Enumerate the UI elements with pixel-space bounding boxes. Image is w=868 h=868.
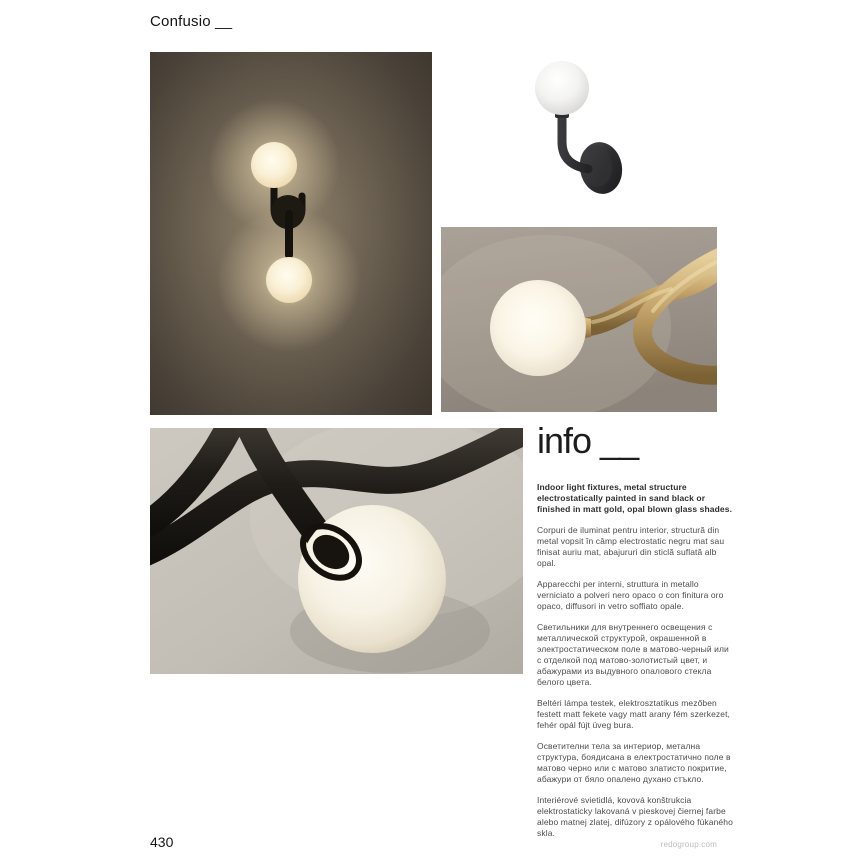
product-illustration [495,56,695,214]
product-image [495,56,695,214]
gold-detail-illustration [441,227,717,412]
info-paragraph-romanian: Corpuri de iluminat pentru interior, structură din metal vopsit în câmp electrostatic negru mat sau finisat auriu mat, abajururi din sticlă suflată alb opal. [537,525,725,568]
page-title: Confusio __ [150,13,233,30]
opal-sphere [535,61,589,115]
opal-sphere-upper [251,142,297,188]
hero-image [150,52,432,415]
info-paragraph-bulgarian: Осветителни тела за интериор, метална структура, боядисана в електростатично поле в матово черно или с матово златисто покритие, абажури от бяло опалено духано стъкло. [537,741,731,784]
info-paragraph-english: Indoor light fixtures, metal structure electrostatically painted in sand black or finished in matt gold, opal blown glass shades. [537,482,733,514]
info-paragraph-italian: Apparecchi per interni, struttura in metallo verniciato a polveri nero opaco o con finitura oro opaco, diffusori in vetro soffiato opale. [537,579,724,611]
info-panel [537,420,734,849]
info-paragraph-hungarian: Beltéri lámpa testek, elektrosztatikus mezőben festett matt fekete vagy matt arany fém szerkezet, fehér opál fújt üveg bura. [537,698,731,730]
hero-illustration [150,52,432,415]
black-detail-image [150,428,523,674]
black-detail-illustration [150,428,523,674]
opal-sphere-lower [266,257,312,303]
opal-sphere [490,280,586,376]
gold-detail-image [441,227,717,412]
website-url: redogroup.com [660,840,717,849]
info-paragraph-russian: Светильники для внутреннего освещения с металлической структурой, окрашенной в электростатическом поле в матово-черный или с отделкой под матово-золотистый цвет, и абажурами из выдувного опалового стекла белого цвета. [537,622,729,687]
info-paragraph-slovak: Interiérové svietidlá, kovová konštrukcia elektrostaticky lakovaná v pieskovej čiernej farbe alebo matnej zlatej, difúzory z opálového fúkaného skla. [537,795,733,838]
page-number: 430 [150,834,174,850]
info-heading: info __ [537,420,639,461]
